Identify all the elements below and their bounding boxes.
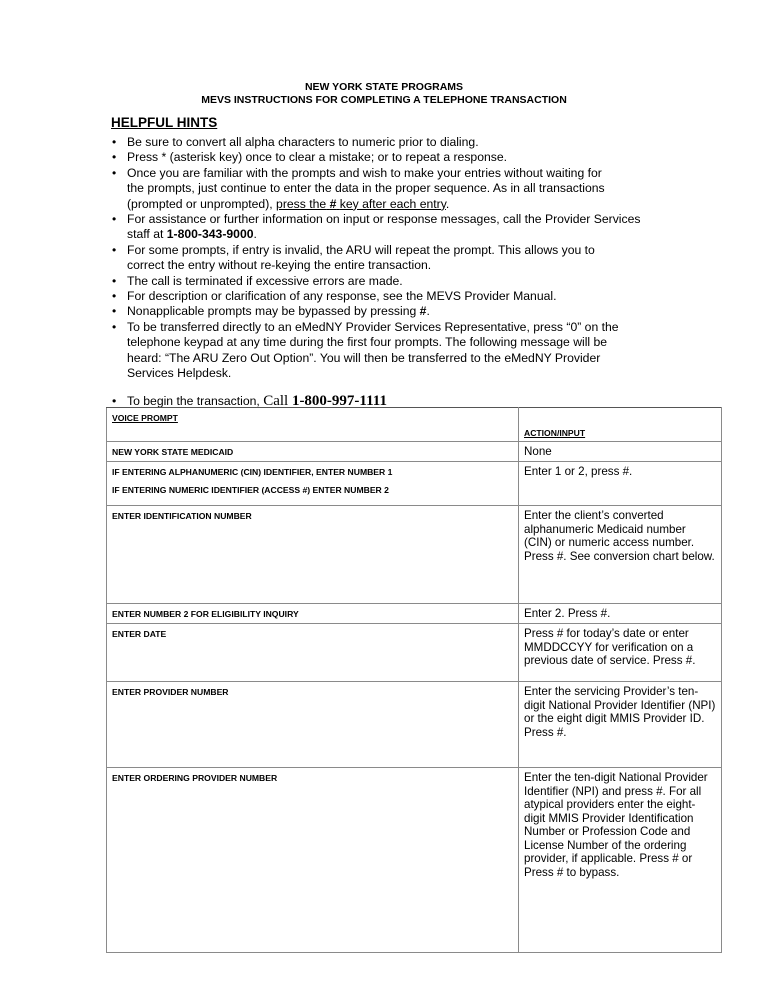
begin-text: To begin the transaction,	[127, 394, 260, 408]
hint-text: To be transferred directly to an eMedNY Provider Services Representative, press “0” on the	[127, 319, 619, 334]
hint-item	[111, 274, 721, 289]
hint-text: Once you are familiar with the prompts and wish to make your entries without waiting for	[127, 165, 602, 180]
bullet-icon: •	[112, 394, 117, 408]
prompt-cell: ENTER NUMBER 2 FOR ELIGIBILITY INQUIRY	[107, 604, 519, 624]
transaction-phone-number: 1-800-997-1111	[291, 393, 387, 409]
hint-item	[111, 289, 721, 304]
hint-text: telephone keypad at any time during the first four prompts. The following message will be	[127, 335, 608, 350]
hint-underlined-text: press the # key after each entry	[276, 196, 446, 211]
action-cell: None	[519, 442, 722, 462]
action-cell: Enter the servicing Provider’s ten-digit National Provider Identifier (NPI) or the eight digit MMIS Provider ID. Press #.	[519, 682, 722, 768]
hint-text: For some prompts, if entry is invalid, the ARU will repeat the prompt. This allows you to	[127, 242, 595, 257]
voice-prompt-table	[106, 407, 722, 953]
hint-text: the prompts, just continue to enter the data in the proper sequence. As in all transactions	[127, 181, 605, 196]
prompt-cell: ENTER DATE	[107, 624, 519, 682]
prompt-cell: ENTER ORDERING PROVIDER NUMBER	[107, 768, 519, 953]
table-header-row	[107, 408, 722, 442]
hint-text: correct the entry without re-keying the entire transaction.	[127, 258, 432, 273]
hint-item: • Nonapplicable prompts may be bypassed by pressing #.	[111, 304, 721, 319]
hint-item	[111, 243, 721, 274]
action-input-header: ACTION/INPUT	[519, 408, 722, 442]
document-title-line-2: MEVS INSTRUCTIONS FOR COMPLETING A TELEPHONE TRANSACTION	[201, 94, 567, 106]
hint-text: For assistance or further information on input or response messages, call the Provider Services	[127, 212, 641, 227]
call-label: Call	[263, 393, 289, 409]
hint-item	[111, 320, 721, 382]
helpful-hints-heading: HELPFUL HINTS	[111, 115, 218, 130]
hint-text: Services Helpdesk.	[127, 366, 232, 381]
action-cell: Enter 1 or 2, press #.	[519, 462, 722, 506]
hint-text: staff at	[127, 227, 164, 242]
action-cell: Enter the client’s converted alphanumeric Medicaid number (CIN) or numeric access number. Press #. See conversion chart below.	[519, 506, 722, 604]
prompt-cell: NEW YORK STATE MEDICAID	[107, 442, 519, 462]
helpful-hints-list	[111, 135, 721, 382]
action-cell: Enter 2. Press #.	[519, 604, 722, 624]
hint-text: Press * (asterisk key) once to clear a mistake; or to repeat a response.	[127, 150, 508, 165]
table-row	[107, 462, 722, 506]
provider-services-phone: 1-800-343-9000	[166, 227, 254, 242]
table-row	[107, 682, 722, 768]
hint-text: Be sure to convert all alpha characters to numeric prior to dialing.	[127, 135, 479, 149]
hint-item	[111, 135, 721, 150]
table-row	[107, 624, 722, 682]
table-row	[107, 768, 722, 953]
hint-item: • For assistance or further information on input or response messages, call the Provider Services staff at 1-800-343-9000.	[111, 212, 721, 243]
table-row	[107, 604, 722, 624]
hint-text: For description or clarification of any response, see the MEVS Provider Manual.	[127, 289, 557, 304]
action-cell: Press # for today’s date or enter MMDDCCYY for verification on a previous date of service. Press #.	[519, 624, 722, 682]
document-title-line-1: NEW YORK STATE PROGRAMS	[304, 81, 464, 93]
table-row	[107, 442, 722, 462]
action-cell: Enter the ten-digit National Provider Identifier (NPI) and press #. For all atypical providers enter the eight-digit MMIS Provider Identification Number or Profession Code and License Number of the ordering provider, if applicable. Press # or Press # to bypass.	[519, 768, 722, 953]
prompt-cell: ENTER IDENTIFICATION NUMBER	[107, 506, 519, 604]
voice-prompt-header: VOICE PROMPT	[107, 408, 519, 442]
hint-text: (prompted or unprompted),	[127, 196, 273, 211]
hint-item	[111, 150, 721, 165]
prompt-cell: IF ENTERING ALPHANUMERIC (CIN) IDENTIFIER, ENTER NUMBER 1 IF ENTERING NUMERIC IDENTIFIER (ACCESS #) ENTER NUMBER 2	[107, 462, 519, 506]
hint-item: • Once you are familiar with the prompts and wish to make your entries without waiting for the prompts, just continue to enter the data in the proper sequence. As in all transactions (prompted or unprompted), press the # key after each entry.	[111, 166, 721, 212]
hint-text: heard: “The ARU Zero Out Option”. You will then be transferred to the eMedNY Provider	[127, 350, 601, 365]
hint-text: Nonapplicable prompts may be bypassed by pressing	[127, 304, 417, 319]
hint-text: The call is terminated if excessive errors are made.	[127, 273, 403, 288]
prompt-cell: ENTER PROVIDER NUMBER	[107, 682, 519, 768]
table-row	[107, 506, 722, 604]
